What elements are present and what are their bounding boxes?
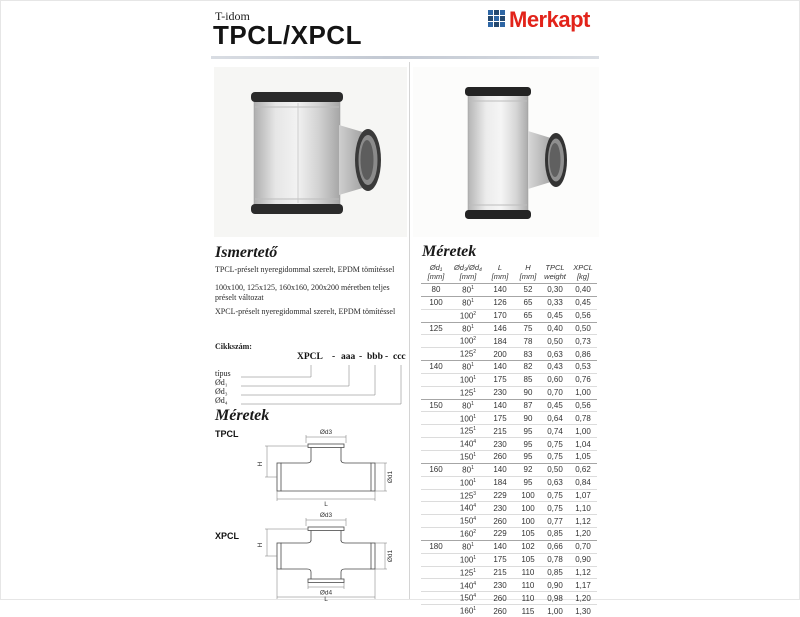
page-title: TPCL/XPCL <box>213 20 362 50</box>
cell-xpcl-kg: 0,70 <box>575 542 591 552</box>
cell-h: 110 <box>521 567 535 577</box>
table-row <box>421 553 597 566</box>
callout-label: Ød₁ <box>215 378 228 387</box>
callout-label: Ød₃ <box>215 387 228 396</box>
formula-separator: - <box>359 352 363 362</box>
cell-tpcl-weight: 0,60 <box>547 375 563 385</box>
cell-d3d4: $80^1$ <box>462 323 474 334</box>
table-row <box>421 501 597 514</box>
cell-tpcl-weight: 0,75 <box>547 490 563 500</box>
cell-tpcl-weight: 0,33 <box>547 298 563 308</box>
table-row <box>421 309 597 322</box>
cell-l: 140 <box>493 542 507 552</box>
cell-xpcl-kg: 1,12 <box>575 567 591 577</box>
cell-d3d4: $100^1$ <box>459 477 477 488</box>
cell-d1: 80 <box>431 285 441 295</box>
table-row <box>421 424 597 437</box>
table-row <box>421 322 597 335</box>
cell-xpcl-kg: 1,05 <box>575 452 591 462</box>
cell-l: 184 <box>493 336 507 346</box>
cell-l: 170 <box>493 311 507 321</box>
callout-label: típus <box>215 369 231 378</box>
cell-tpcl-weight: 0,75 <box>547 452 563 462</box>
cell-tpcl-weight: 1,00 <box>547 606 563 616</box>
cell-tpcl-weight: 0,85 <box>547 529 563 539</box>
cell-d3d4: $150^1$ <box>459 452 477 462</box>
footnote-marker: 1 <box>473 452 477 459</box>
footnote-marker: 2 <box>473 349 477 356</box>
cell-l: 260 <box>493 452 507 462</box>
cell-xpcl-kg: 1,10 <box>575 503 591 513</box>
footnote-marker: 1 <box>471 323 474 330</box>
cell-tpcl-weight: 0,50 <box>547 336 563 346</box>
cell-xpcl-kg: 1,00 <box>575 426 591 436</box>
cell-tpcl-weight: 0,63 <box>547 349 563 359</box>
formula-separator: - <box>385 352 389 362</box>
footnote-marker: 3 <box>473 490 477 497</box>
cell-xpcl-kg: 0,73 <box>575 336 591 346</box>
cell-l: 140 <box>493 285 507 295</box>
cell-d3d4: $125^1$ <box>459 567 477 578</box>
cell-xpcl-kg: 0,53 <box>575 362 591 372</box>
column-header: Ød₃/Ød₄ [mm] <box>453 263 483 281</box>
table-row <box>421 514 597 527</box>
cell-tpcl-weight: 0,75 <box>547 503 563 513</box>
footnote-marker: 1 <box>473 387 477 394</box>
cell-h: 100 <box>521 516 535 526</box>
cell-h: 83 <box>523 349 533 359</box>
product-family-label: T-idom <box>215 9 250 23</box>
cell-h: 95 <box>523 452 533 462</box>
footnote-marker: 1 <box>473 375 477 381</box>
cell-xpcl-kg: 0,84 <box>575 478 591 488</box>
cell-h: 100 <box>521 490 535 500</box>
table-row <box>421 373 597 386</box>
footnote-marker: 1 <box>473 606 477 613</box>
column-header: H [mm] <box>519 263 537 281</box>
cell-d3d4: $100^1$ <box>459 375 477 385</box>
svg-text:Ød1: Ød1 <box>387 549 394 563</box>
cell-l: 230 <box>493 580 507 590</box>
cell-l: 229 <box>493 490 507 500</box>
cell-l: 229 <box>493 529 507 539</box>
cell-tpcl-weight: 0,40 <box>547 323 563 333</box>
cell-l: 215 <box>493 567 507 577</box>
column-header: XPCL [kg] <box>573 263 593 281</box>
footnote-marker: 1 <box>471 285 474 292</box>
cell-xpcl-kg: 1,07 <box>575 490 591 500</box>
cell-xpcl-kg: 1,20 <box>575 593 591 603</box>
callout-label: Ød₄ <box>215 396 228 405</box>
table-row <box>421 604 597 617</box>
dim-l-label: L <box>324 501 328 508</box>
description-xpcl: XPCL-préselt nyeregidommal szerelt, EPDM tömítéssel <box>215 307 396 316</box>
cell-xpcl-kg: 0,50 <box>575 323 591 333</box>
footnote-marker: 1 <box>471 464 474 471</box>
footnote-marker: 1 <box>471 297 474 304</box>
cell-d3d4: $140^4$ <box>459 503 477 514</box>
table-row <box>421 489 597 502</box>
cell-d1: 140 <box>429 362 443 372</box>
cell-tpcl-weight: 0,50 <box>547 465 563 475</box>
callout-lines <box>211 363 411 409</box>
dim-d3-label: Ød3 <box>319 429 333 436</box>
cell-l: 230 <box>493 503 507 513</box>
table-row <box>421 463 597 476</box>
cell-h: 82 <box>523 362 533 372</box>
cell-h: 78 <box>523 336 533 346</box>
header-rule <box>211 56 599 59</box>
cell-h: 90 <box>523 388 533 398</box>
table-row <box>421 437 597 450</box>
footnote-marker: 4 <box>473 439 477 446</box>
cell-h: 115 <box>521 606 535 616</box>
footnote-marker: 2 <box>473 529 477 536</box>
cell-d3d4: $125^1$ <box>459 387 477 398</box>
cell-xpcl-kg: 0,45 <box>575 298 591 308</box>
cell-xpcl-kg: 0,56 <box>575 401 591 411</box>
tpcl-dimension-drawing <box>251 427 401 507</box>
table-row <box>421 347 597 360</box>
article-number-label: Cikkszám: <box>215 342 252 351</box>
cell-tpcl-weight: 0,98 <box>547 593 563 603</box>
xpcl-dimension-drawing <box>251 509 401 601</box>
table-row <box>421 578 597 591</box>
cell-d3d4: $100^2$ <box>459 310 477 321</box>
footnote-marker: 2 <box>473 310 477 317</box>
ismerteto-heading: Ismertető <box>215 244 278 261</box>
meretek-table-heading: Méretek <box>422 243 477 260</box>
cell-h: 52 <box>523 285 533 295</box>
description-tpcl: TPCL-préselt nyeregidommal szerelt, EPDM tömítéssel <box>215 265 395 274</box>
footnote-marker: 1 <box>473 567 477 574</box>
cell-xpcl-kg: 0,78 <box>575 413 591 423</box>
cell-d3d4: $125^1$ <box>459 426 477 437</box>
cell-d1: 150 <box>429 401 443 411</box>
cell-d3d4: $80^1$ <box>462 297 474 308</box>
footnote-marker: 1 <box>473 426 477 433</box>
footnote-marker: 4 <box>473 503 477 510</box>
footnote-marker: 1 <box>471 541 474 548</box>
cell-tpcl-weight: 0,45 <box>547 401 563 411</box>
formula-token: ccc <box>393 352 406 362</box>
merkapt-grid-icon <box>487 8 507 33</box>
svg-text:Ød3: Ød3 <box>319 512 333 519</box>
cell-xpcl-kg: 0,40 <box>575 285 591 295</box>
cell-h: 90 <box>523 413 533 423</box>
cell-xpcl-kg: 1,17 <box>575 580 591 590</box>
cell-h: 105 <box>521 529 535 539</box>
brand-logo <box>487 7 590 33</box>
cell-xpcl-kg: 0,62 <box>575 465 591 475</box>
cell-h: 110 <box>521 593 535 603</box>
cell-l: 140 <box>493 401 507 411</box>
cell-d3d4: $160^2$ <box>459 529 477 539</box>
column-header: L [mm] <box>491 263 509 281</box>
cell-l: 175 <box>493 555 507 565</box>
cell-tpcl-weight: 0,85 <box>547 567 563 577</box>
cell-tpcl-weight: 0,74 <box>547 426 563 436</box>
footnote-marker: 4 <box>473 593 477 600</box>
cell-l: 215 <box>493 426 507 436</box>
table-row <box>421 386 597 399</box>
cell-xpcl-kg: 0,90 <box>575 555 591 565</box>
table-row <box>421 450 597 463</box>
cell-xpcl-kg: 1,00 <box>575 388 591 398</box>
table-row <box>421 591 597 604</box>
cell-xpcl-kg: 1,20 <box>575 529 591 539</box>
table-row <box>421 296 597 309</box>
cell-d3d4: $80^1$ <box>462 541 474 552</box>
cell-d3d4: $100^2$ <box>459 336 477 347</box>
cell-d3d4: $140^4$ <box>459 580 477 591</box>
formula-token: XPCL <box>297 352 323 362</box>
table-row <box>421 399 597 412</box>
cell-l: 175 <box>493 413 507 423</box>
table-body <box>421 283 597 617</box>
cell-d3d4: $160^1$ <box>459 606 477 616</box>
formula-separator: - <box>332 352 336 362</box>
meretek-drawings-heading: Méretek <box>215 407 270 424</box>
cell-d3d4: $100^1$ <box>459 413 477 424</box>
footnote-marker: 1 <box>473 554 477 561</box>
cell-tpcl-weight: 0,45 <box>547 311 563 321</box>
cell-tpcl-weight: 0,43 <box>547 362 563 372</box>
cell-d3d4: $80^1$ <box>462 400 474 411</box>
cell-tpcl-weight: 0,66 <box>547 542 563 552</box>
cell-d1: 100 <box>429 298 443 308</box>
cell-h: 92 <box>523 465 533 475</box>
cell-l: 140 <box>493 362 507 372</box>
formula-token: bbb <box>367 352 383 362</box>
cell-h: 95 <box>523 478 533 488</box>
table-header-row <box>421 263 597 283</box>
cell-tpcl-weight: 0,63 <box>547 478 563 488</box>
cell-tpcl-weight: 0,77 <box>547 516 563 526</box>
cell-l: 260 <box>493 593 507 603</box>
dim-h-label: H <box>257 461 264 467</box>
footnote-marker: 1 <box>473 477 477 484</box>
cell-d1: 160 <box>429 465 443 475</box>
footnote-marker: 4 <box>473 580 477 587</box>
cell-h: 87 <box>523 401 533 411</box>
svg-text:H: H <box>257 542 264 548</box>
table-row <box>421 476 597 489</box>
footnote-marker: 4 <box>473 516 477 523</box>
footnote-marker: 2 <box>473 336 477 343</box>
cell-l: 140 <box>493 465 507 475</box>
cell-l: 184 <box>493 478 507 488</box>
table-row <box>421 283 597 296</box>
cell-h: 110 <box>521 580 535 590</box>
cell-d1: 125 <box>429 323 443 333</box>
tpcl-product-photo <box>214 67 407 237</box>
cell-d3d4: $125^3$ <box>459 490 477 501</box>
formula-token: aaa <box>341 352 356 362</box>
table-row <box>421 527 597 540</box>
cell-l: 200 <box>493 349 507 359</box>
cell-h: 65 <box>523 311 533 321</box>
cell-h: 85 <box>523 375 533 385</box>
cell-tpcl-weight: 0,64 <box>547 413 563 423</box>
cell-d3d4: $140^4$ <box>459 439 477 449</box>
xpcl-product-photo <box>413 67 599 237</box>
cell-tpcl-weight: 0,75 <box>547 439 563 449</box>
cell-h: 95 <box>523 439 533 449</box>
table-row <box>421 540 597 553</box>
cell-h: 102 <box>521 542 535 552</box>
cell-l: 175 <box>493 375 507 385</box>
cell-l: 230 <box>493 388 507 398</box>
cell-h: 105 <box>521 555 535 565</box>
cell-xpcl-kg: 1,04 <box>575 439 591 449</box>
dimensions-table <box>421 263 597 617</box>
table-row <box>421 566 597 579</box>
cell-d3d4: $80^1$ <box>462 464 474 475</box>
cell-d3d4: $80^1$ <box>462 285 474 295</box>
cell-tpcl-weight: 0,70 <box>547 388 563 398</box>
svg-text:L: L <box>324 596 328 603</box>
cell-l: 230 <box>493 439 507 449</box>
cell-h: 75 <box>523 323 533 333</box>
brand-name: Merkapt <box>509 7 590 32</box>
cell-h: 100 <box>521 503 535 513</box>
cell-xpcl-kg: 0,86 <box>575 349 591 359</box>
cell-d1: 180 <box>429 542 443 552</box>
cell-d3d4: $100^1$ <box>459 554 477 565</box>
column-header: Ød₁ [mm] <box>427 263 445 281</box>
cell-d3d4: $80^1$ <box>462 362 474 372</box>
cell-h: 65 <box>523 298 533 308</box>
xpcl-drawing-label: XPCL <box>215 531 240 541</box>
cell-d3d4: $150^4$ <box>459 516 477 526</box>
cell-xpcl-kg: 0,56 <box>575 311 591 321</box>
cell-tpcl-weight: 0,90 <box>547 580 563 590</box>
cell-d3d4: $125^2$ <box>459 349 477 359</box>
cell-xpcl-kg: 1,12 <box>575 516 591 526</box>
footnote-marker: 1 <box>471 400 474 407</box>
table-row <box>421 334 597 347</box>
cell-xpcl-kg: 0,76 <box>575 375 591 385</box>
cell-l: 126 <box>493 298 507 308</box>
cell-xpcl-kg: 1,30 <box>575 606 591 616</box>
table-row <box>421 411 597 424</box>
cell-l: 260 <box>493 606 507 616</box>
cell-l: 260 <box>493 516 507 526</box>
footnote-marker: 1 <box>473 413 477 420</box>
table-row <box>421 360 597 373</box>
dim-d1-label: Ød1 <box>387 470 394 484</box>
column-header: TPCL weight <box>544 263 566 281</box>
cell-tpcl-weight: 0,30 <box>547 285 563 295</box>
dim-d4-label: Ød4 <box>319 589 333 597</box>
cell-l: 146 <box>493 323 507 333</box>
cell-tpcl-weight: 0,78 <box>547 555 563 565</box>
tpcl-drawing-label: TPCL <box>215 429 239 439</box>
cell-d3d4: $150^4$ <box>459 593 477 603</box>
description-sizes: 100x100, 125x125, 160x160, 200x200 méretben teljes préselt változat <box>215 283 390 302</box>
cell-h: 95 <box>523 426 533 436</box>
column-divider <box>409 62 410 599</box>
footnote-marker: 1 <box>471 362 474 369</box>
